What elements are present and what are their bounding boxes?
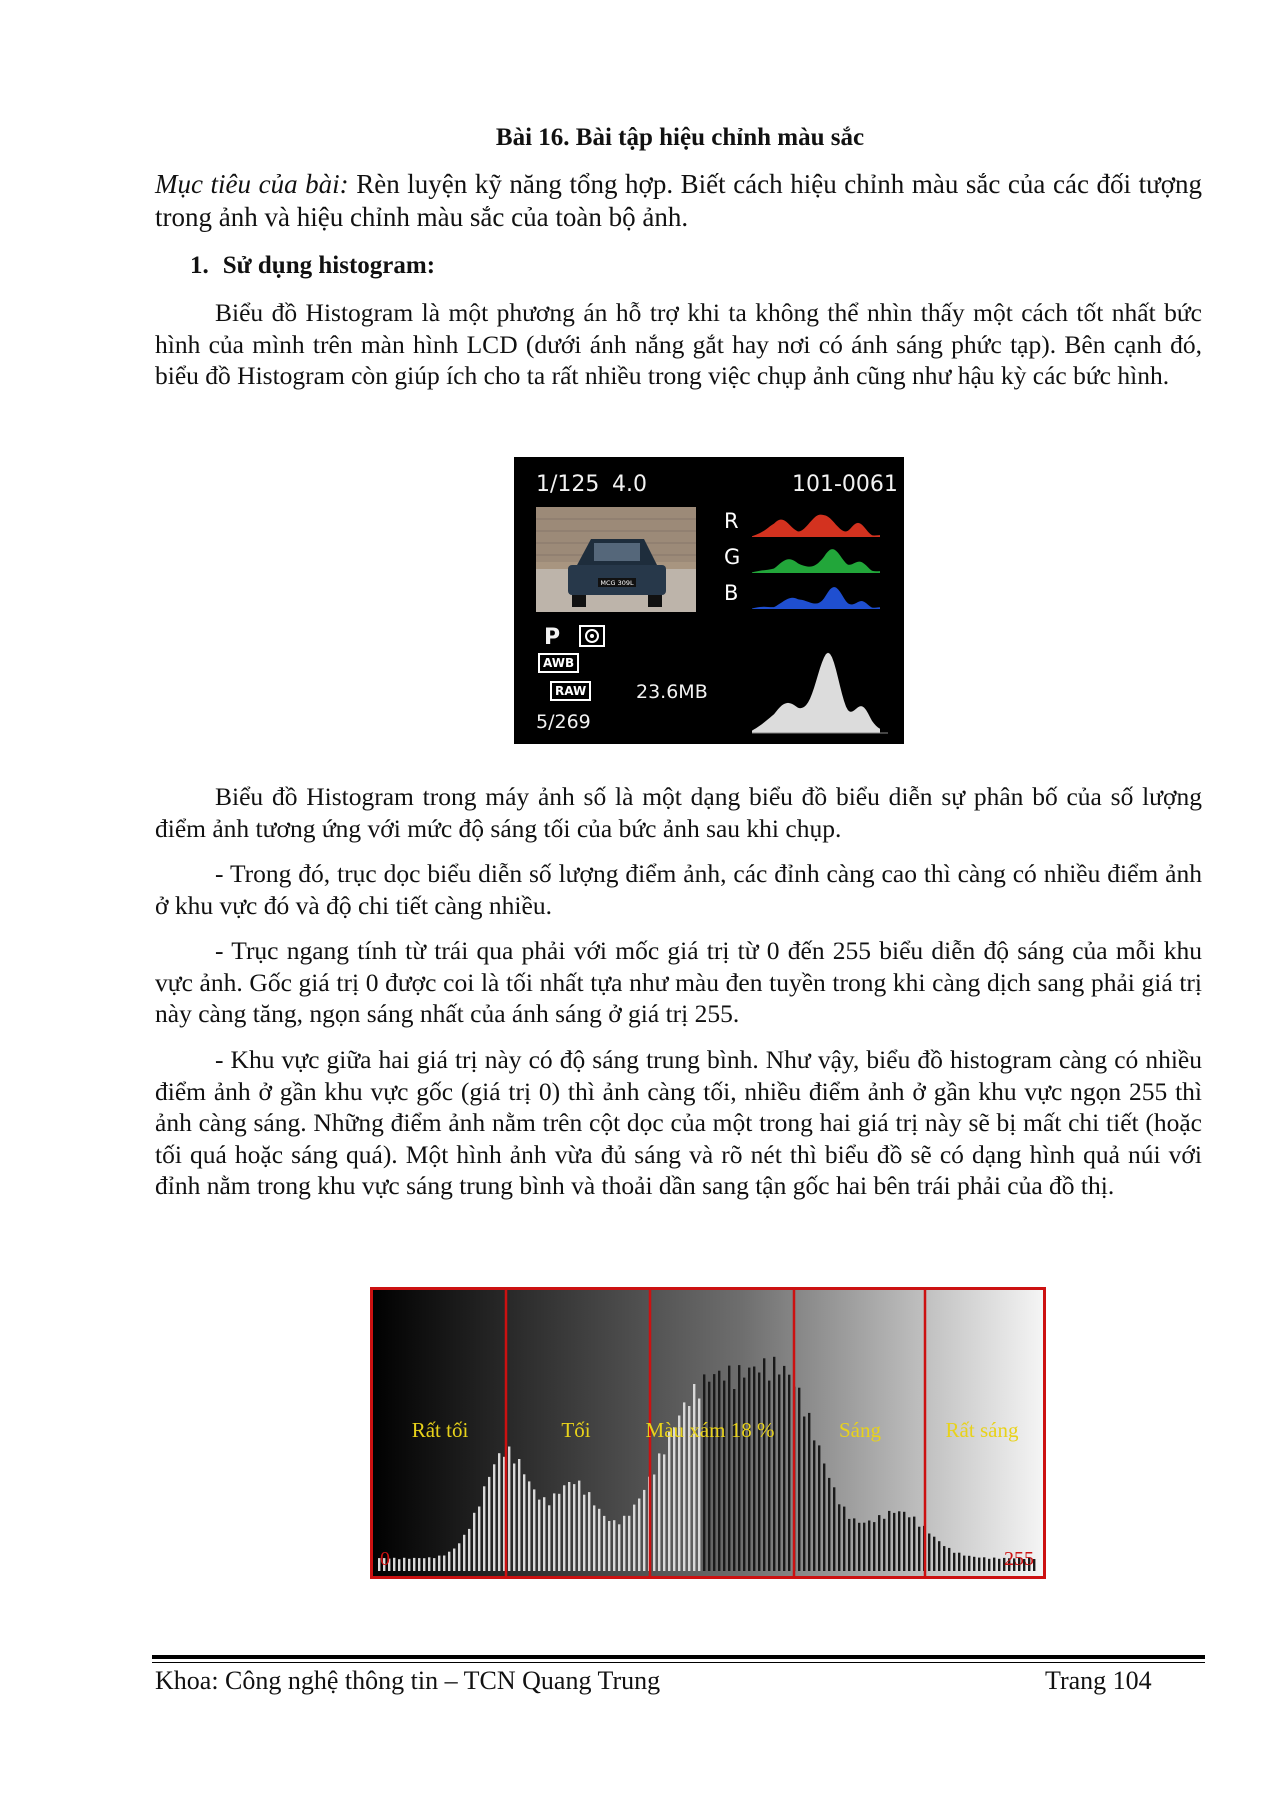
histogram-bar — [958, 1553, 960, 1571]
histogram-bar — [738, 1365, 740, 1571]
histogram-bar — [998, 1559, 1000, 1571]
histogram-bar — [703, 1374, 705, 1571]
lesson-title: Bài 16. Bài tập hiệu chỉnh màu sắc — [495, 124, 865, 151]
histogram-bar — [448, 1552, 450, 1571]
histogram-bar — [453, 1549, 455, 1572]
histogram-bar — [568, 1482, 570, 1571]
histogram-bar — [613, 1520, 615, 1571]
histogram-bar — [993, 1558, 995, 1571]
histogram-bar — [873, 1522, 875, 1571]
histogram-bar — [898, 1511, 900, 1571]
histogram-bar — [753, 1367, 755, 1572]
histogram-bar — [788, 1375, 790, 1571]
histogram-bar — [868, 1521, 870, 1572]
car-plate: MCG 309L — [600, 579, 634, 587]
camera-lcd-figure — [514, 457, 904, 744]
histogram-bar — [663, 1454, 665, 1571]
histogram-bar — [478, 1507, 480, 1572]
objective-text: Rèn luyện kỹ năng tổng hợp. Biết cách hiệu chỉnh màu sắc của các đối tượng trong ảnh và hiệu chỉnh màu sắc của toàn bộ ảnh. — [155, 169, 1202, 232]
histogram-bar — [693, 1384, 695, 1571]
histogram-bar — [983, 1557, 985, 1571]
section-heading-text: Sử dụng histogram: — [222, 252, 436, 279]
histogram-bar — [543, 1497, 545, 1571]
histogram-bar — [403, 1558, 405, 1571]
histogram-bar — [473, 1513, 475, 1571]
lcd-file-number: 101-0061 — [792, 472, 898, 497]
histogram-bar — [768, 1381, 770, 1571]
histogram-bar — [558, 1494, 560, 1571]
histogram-bar — [643, 1490, 645, 1571]
lcd-quality: RAW — [550, 681, 591, 701]
lcd-counter: 5/269 — [536, 711, 591, 733]
page-number: Trang 104 — [1045, 1666, 1152, 1695]
histogram-bar — [653, 1475, 655, 1572]
histogram-bar — [583, 1495, 585, 1571]
histogram-bar — [908, 1517, 910, 1571]
lcd-mode: P — [544, 625, 561, 650]
histogram-bar — [718, 1371, 720, 1571]
histogram-bar — [778, 1375, 780, 1572]
histogram-bar — [833, 1487, 835, 1571]
histogram-bar — [413, 1558, 415, 1571]
footer-rule-thick — [152, 1655, 1205, 1659]
histogram-bar — [588, 1492, 590, 1571]
histogram-bar — [918, 1527, 920, 1571]
section-number: 1. — [190, 252, 209, 279]
histogram-bar — [858, 1523, 860, 1571]
histogram-bar — [608, 1521, 610, 1571]
histogram-bar — [943, 1546, 945, 1571]
footer-department: Khoa: Công nghệ thông tin – TCN Quang Trung — [155, 1666, 661, 1695]
histogram-bar — [508, 1447, 510, 1572]
histogram-bar — [903, 1512, 905, 1571]
zone-label-very-dark: Rất tối — [411, 1418, 469, 1442]
histogram-bar — [818, 1445, 820, 1571]
histogram-bar — [498, 1453, 500, 1571]
histogram-bar — [838, 1504, 840, 1571]
histogram-bar — [798, 1388, 800, 1571]
histogram-bar — [638, 1499, 640, 1572]
histogram-bar — [548, 1505, 550, 1571]
histogram-bar — [938, 1541, 940, 1571]
histogram-bar — [593, 1505, 595, 1571]
histogram-bar — [758, 1373, 760, 1572]
histogram-bar — [773, 1357, 775, 1571]
histogram-bar — [953, 1553, 955, 1571]
blue-channel-histogram — [752, 587, 880, 609]
histogram-bar — [708, 1382, 710, 1571]
histogram-bar — [928, 1534, 930, 1572]
tonal-zones-histogram — [370, 1287, 1046, 1579]
histogram-bar — [463, 1535, 465, 1571]
metering-icon — [579, 625, 605, 647]
histogram-bar — [428, 1557, 430, 1571]
histogram-bar — [618, 1524, 620, 1571]
histogram-bar — [523, 1474, 525, 1571]
histogram-bar — [748, 1368, 750, 1571]
histogram-bar — [443, 1556, 445, 1572]
lcd-shutter: 1/125 — [536, 472, 600, 497]
histogram-bar — [893, 1513, 895, 1571]
histogram-bar — [423, 1558, 425, 1571]
histogram-bar — [633, 1505, 635, 1571]
histogram-bar — [843, 1507, 845, 1571]
histogram-bar — [828, 1478, 830, 1571]
histogram-bar — [878, 1515, 880, 1571]
histogram-bar — [533, 1489, 535, 1571]
lcd-channel-g: G — [724, 545, 741, 569]
section-heading — [190, 252, 435, 280]
histogram-bar — [733, 1389, 735, 1571]
paragraph-mid-tones: - Khu vực giữa hai giá trị này có độ sáng trung bình. Như vậy, biểu đồ histogram càng có nhiều điểm ảnh ở gần khu vực gốc (giá trị 0) thì ảnh càng tối, nhiều điểm ảnh ở gần khu vực ngọn 255 thì ảnh càng sáng. Những điểm ảnh nằm trên cột dọc của một trong hai giá trị này sẽ bị mất chi tiết (hoặc tối quá hoặc sáng quá). Một hình ảnh vừa đủ sáng và rõ nét thì biểu đồ sẽ có dạng hình quả núi với đỉnh nằm trong khu vực sáng trung bình và thoải dần sang tận gốc hai bên trái phải của đồ thị. — [155, 1045, 1202, 1200]
lcd-file-size: 23.6MB — [636, 681, 708, 703]
green-channel-histogram — [752, 549, 880, 573]
histogram-bar — [973, 1557, 975, 1571]
lcd-channel-r: R — [724, 509, 739, 533]
histogram-bar — [978, 1558, 980, 1571]
paragraph-histogram-intro: Biểu đồ Histogram là một phương án hỗ trợ khi ta không thể nhìn thấy một cách tốt nhất bức hình của mình trên màn hình LCD (dưới ánh nắng gắt hay nơi có ánh sáng phức tạp). Bên cạnh đó, biểu đồ Histogram còn giúp ích cho ta rất nhiều trong việc chụp ảnh cũng như hậu kỳ các bức hình. — [155, 298, 1202, 390]
histogram-bar — [408, 1559, 410, 1571]
histogram-bar — [783, 1366, 785, 1571]
histogram-bar — [883, 1519, 885, 1571]
zone-label-mid-grey: Màu xám 18 % — [645, 1418, 775, 1442]
histogram-bar — [948, 1548, 950, 1571]
histogram-bar — [668, 1432, 670, 1571]
histogram-bar — [418, 1558, 420, 1571]
histogram-bar — [848, 1519, 850, 1571]
histogram-bar — [538, 1500, 540, 1571]
histogram-bar — [888, 1511, 890, 1571]
paragraph-histogram-definition: Biểu đồ Histogram trong máy ảnh số là một dạng biểu đồ biểu diễn sự phân bố của số lượng điểm ảnh tương ứng với mức độ sáng tối của bức ảnh sau khi chụp. — [155, 782, 1202, 843]
paragraph-vertical-axis: - Trong đó, trục dọc biểu diễn số lượng điểm ảnh, các đỉnh càng cao thì càng có nhiều điểm ảnh ở khu vực đó và độ chi tiết càng nhiều. — [155, 859, 1202, 920]
axis-max-label: 255 — [1004, 1548, 1034, 1570]
histogram-bar — [728, 1366, 730, 1571]
axis-min-label: 0 — [380, 1548, 390, 1570]
histogram-bar — [933, 1537, 935, 1571]
histogram-bar — [578, 1481, 580, 1571]
zone-label-light: Sáng — [839, 1418, 881, 1442]
histogram-bar — [528, 1481, 530, 1571]
lcd-luminance-histogram — [750, 627, 890, 737]
lcd-aperture: 4.0 — [612, 472, 647, 497]
histogram-bar — [513, 1464, 515, 1572]
histogram-bar — [743, 1378, 745, 1571]
objective-paragraph — [155, 168, 1202, 234]
luminance-histogram — [752, 653, 880, 733]
lcd-photo-thumbnail — [536, 507, 696, 612]
histogram-bar — [438, 1556, 440, 1571]
histogram-bar — [823, 1464, 825, 1572]
histogram-bar — [603, 1516, 605, 1571]
histogram-bar — [493, 1464, 495, 1571]
red-channel-histogram — [752, 515, 880, 537]
lcd-channel-b: B — [724, 581, 739, 605]
histogram-bar — [713, 1374, 715, 1571]
histogram-bar — [673, 1427, 675, 1571]
histogram-bar — [803, 1417, 805, 1572]
histogram-bar — [623, 1516, 625, 1571]
lcd-white-balance: AWB — [538, 653, 579, 673]
histogram-bar — [913, 1517, 915, 1571]
histogram-bar — [863, 1523, 865, 1571]
histogram-bar — [488, 1477, 490, 1571]
histogram-bar — [763, 1358, 765, 1571]
zone-label-very-light: Rất sáng — [945, 1418, 1019, 1442]
histogram-bar — [988, 1559, 990, 1571]
histogram-bar — [573, 1484, 575, 1571]
lcd-rgb-histograms — [750, 507, 890, 615]
footer-rule-thin — [152, 1662, 1205, 1663]
histogram-bar — [458, 1543, 460, 1571]
zone-label-dark: Tối — [561, 1418, 591, 1442]
paragraph-horizontal-axis: - Trục ngang tính từ trái qua phải với mốc giá trị từ 0 đến 255 biểu diễn độ sáng của mỗi khu vực ảnh. Gốc giá trị 0 được coi là tối nhất tựa như màu đen tuyền trong khi càng dịch sang phải giá trị này càng tăng, ngọn sáng nhất của ánh sáng ở giá trị 255. — [155, 936, 1202, 1028]
histogram-bar — [853, 1518, 855, 1571]
histogram-bar — [393, 1558, 395, 1571]
histogram-bar — [658, 1453, 660, 1571]
histogram-bar — [808, 1413, 810, 1571]
histogram-bar — [963, 1556, 965, 1571]
histogram-bar — [553, 1493, 555, 1571]
histogram-bar — [628, 1516, 630, 1571]
histogram-bar — [483, 1486, 485, 1571]
histogram-bar — [563, 1485, 565, 1571]
histogram-bar — [598, 1509, 600, 1571]
histogram-bar — [813, 1440, 815, 1571]
histogram-bar — [468, 1529, 470, 1571]
histogram-bar — [723, 1381, 725, 1571]
histogram-bar — [433, 1558, 435, 1571]
histogram-bar — [968, 1556, 970, 1571]
objective-label: Mục tiêu của bài: — [155, 169, 349, 199]
histogram-bar — [398, 1559, 400, 1571]
histogram-bar — [518, 1459, 520, 1571]
